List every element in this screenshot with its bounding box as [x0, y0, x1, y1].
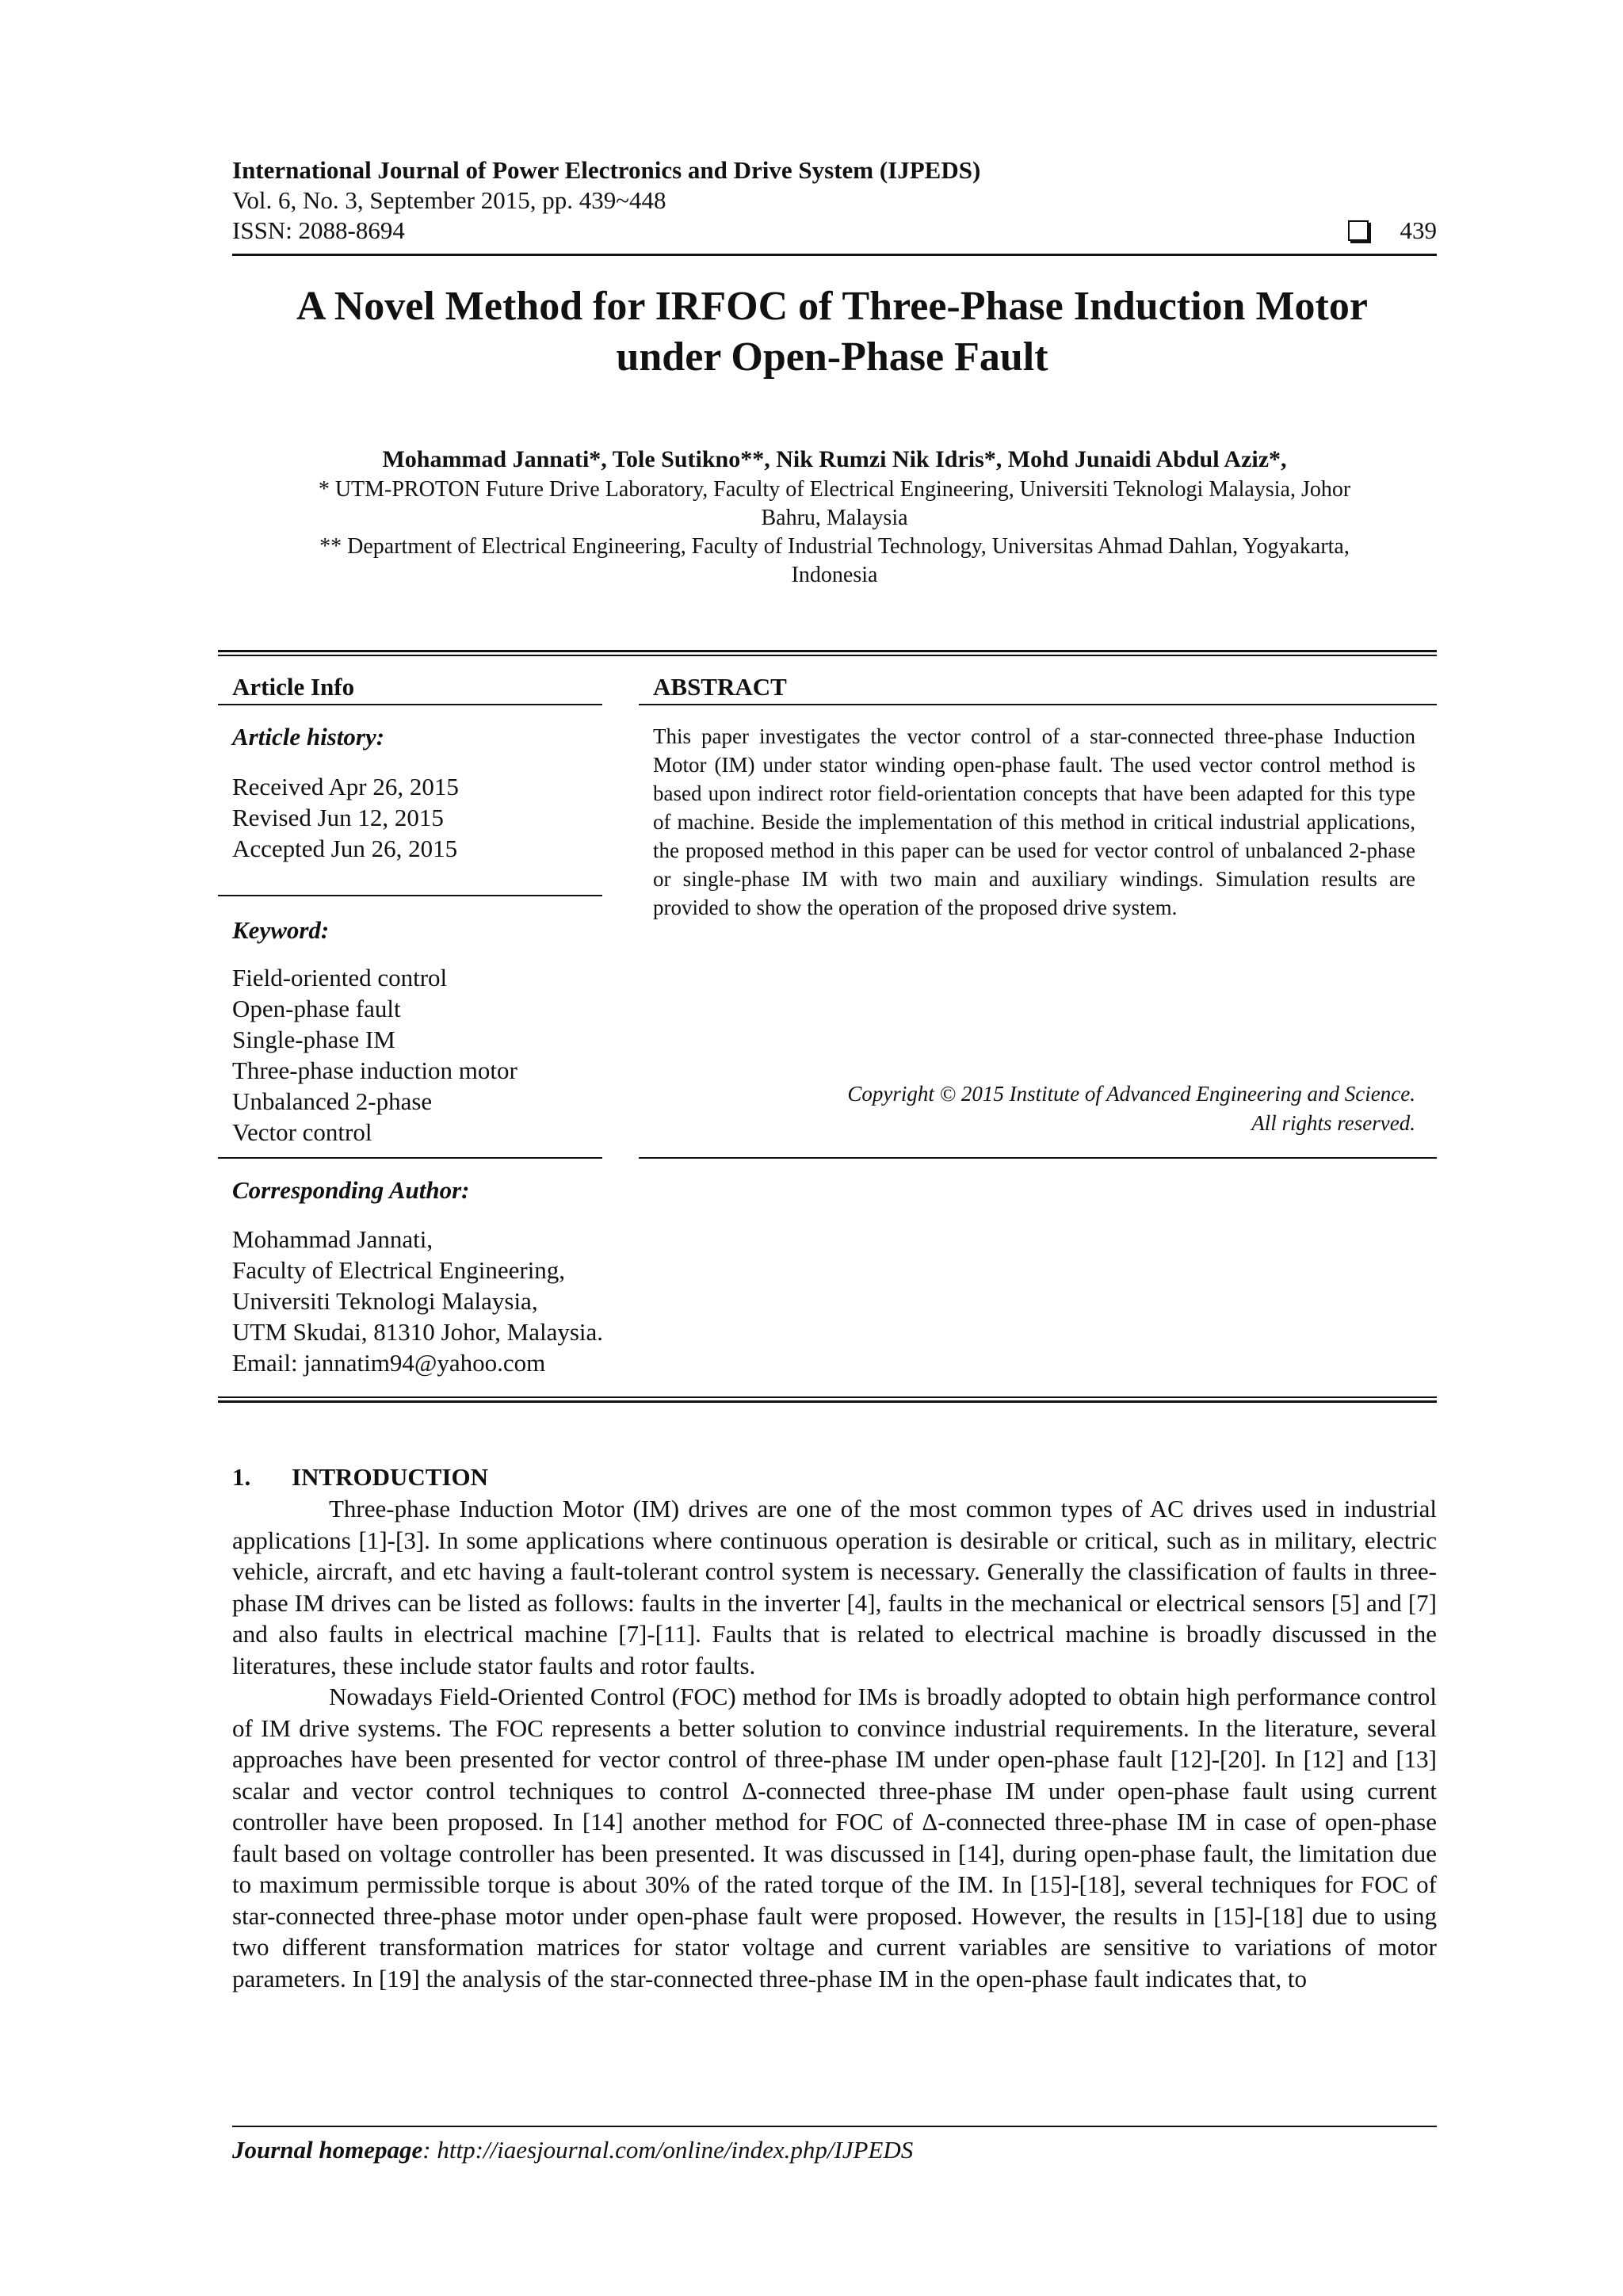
- keyword-item: Vector control: [232, 1118, 372, 1146]
- copyright-line-1: Copyright © 2015 Institute of Advanced Engineering and Science.: [847, 1082, 1415, 1106]
- intro-paragraph-1: Three-phase Induction Motor (IM) drives are one of the most common types of AC drives used in industrial applications [1]-[3]. In some applications where continuous operation is desirable or critical, such as in military, electric vehicle, aircraft, and etc having a fault-tolerant control system is necessary. Generally the classification of faults in three-phase IM drives can be listed as follows: faults in the inverter [4], faults in the mechanical or electrical sensors [5] and [7] and also faults in electrical machine [7]-[11]. Faults that is related to electrical machine is broadly discussed in the literatures, these include stator faults and rotor faults.: [232, 1495, 1437, 1679]
- keyword-item: Single-phase IM: [232, 1026, 395, 1053]
- affiliation-2-line-1: ** Department of Electrical Engineering, Faculty of Industrial Technology, Universitas Ahmad Dahlan, Yogyakarta,: [319, 534, 1350, 559]
- footer: [232, 2135, 913, 2165]
- square-bullet-icon: [1348, 220, 1369, 241]
- affiliation-1-line-2: Bahru, Malaysia: [761, 506, 908, 530]
- title-line-2: under Open-Phase Fault: [616, 334, 1048, 380]
- article-info-heading: Article Info: [232, 673, 355, 701]
- article-history-list: [232, 771, 459, 864]
- volume-info: Vol. 6, No. 3, September 2015, pp. 439~448: [232, 186, 666, 214]
- article-info-rule: [218, 704, 602, 705]
- history-accepted: Accepted Jun 26, 2015: [232, 835, 458, 862]
- corresponding-name: Mohammad Jannati,: [232, 1225, 433, 1253]
- history-revised: Revised Jun 12, 2015: [232, 804, 444, 831]
- corresponding-university: Universiti Teknologi Malaysia,: [232, 1287, 538, 1315]
- copyright-line-2: All rights reserved.: [1251, 1111, 1415, 1135]
- page-number-block: [1348, 216, 1438, 246]
- corresponding-author-details: [232, 1224, 603, 1378]
- info-box-bottom-rule-thin: [218, 1396, 1437, 1398]
- affiliation-2-line-2: Indonesia: [791, 563, 878, 587]
- header-rule: [232, 254, 1437, 256]
- article-history-heading: Article history:: [232, 723, 385, 751]
- footer-rule: [232, 2126, 1437, 2127]
- keyword-item: Field-oriented control: [232, 964, 448, 991]
- keyword-rule: [218, 1157, 602, 1159]
- affiliation-1: [232, 476, 1437, 533]
- corresponding-author-heading: Corresponding Author:: [232, 1176, 470, 1204]
- abstract-heading: ABSTRACT: [653, 673, 787, 701]
- paper-title: [198, 281, 1466, 383]
- introduction-body: [232, 1493, 1437, 1994]
- intro-paragraph-2: Nowadays Field-Oriented Control (FOC) method for IMs is broadly adopted to obtain high performance control of IM drive systems. The FOC represents a better solution to convince industrial requirements. In the literature, several approaches have been presented for vector control of three-phase IM under open-phase fault [12]-[20]. In [12] and [13] scalar and vector control techniques to control Δ-connected three-phase IM under open-phase fault using current controller have been proposed. In [14] another method for FOC of Δ-connected three-phase IM in case of open-phase fault based on voltage controller has been presented. It was discussed in [14], during open-phase fault, the limitation due to maximum permissible torque is about 30% of the rated torque of the IM. In [15]-[18], several techniques for FOC of star-connected three-phase motor under open-phase fault were proposed. However, the results in [15]-[18] due to using two different transformation matrices for stator voltage and current variables are sensitive to variations of motor parameters. In [19] the analysis of the star-connected three-phase IM in the open-phase fault indicates that, to: [232, 1683, 1437, 1992]
- info-box-top-rule-thin: [218, 655, 1437, 656]
- journal-homepage-link[interactable]: http://iaesjournal.com/online/index.php/IJPEDS: [437, 2136, 914, 2164]
- section-title: INTRODUCTION: [292, 1463, 489, 1491]
- keyword-item: Three-phase induction motor: [232, 1056, 517, 1084]
- footer-label: Journal homepage: [232, 2136, 423, 2164]
- author-list: Mohammad Jannati*, Tole Sutikno**, Nik Rumzi Nik Idris*, Mohd Junaidi Abdul Aziz*,: [382, 446, 1287, 472]
- page-number: 439: [1400, 216, 1437, 244]
- keyword-item: Open-phase fault: [232, 995, 401, 1022]
- abstract-bottom-rule: [639, 1157, 1437, 1159]
- affiliation-1-line-1: * UTM-PROTON Future Drive Laboratory, Faculty of Electrical Engineering, Universiti Teknologi Malaysia, Johor: [318, 477, 1351, 502]
- journal-name: International Journal of Power Electronics and Drive System (IJPEDS): [232, 156, 981, 184]
- keyword-item: Unbalanced 2-phase: [232, 1087, 433, 1115]
- corresponding-email: Email: jannatim94@yahoo.com: [232, 1349, 546, 1377]
- affiliation-2: [232, 533, 1437, 590]
- history-rule: [218, 895, 602, 896]
- introduction-heading: [232, 1462, 488, 1492]
- corresponding-address: UTM Skudai, 81310 Johor, Malaysia.: [232, 1318, 604, 1346]
- keyword-heading: Keyword:: [232, 916, 330, 944]
- corresponding-faculty: Faculty of Electrical Engineering,: [232, 1256, 566, 1284]
- footer-separator: :: [422, 2136, 437, 2164]
- title-line-1: A Novel Method for IRFOC of Three-Phase Induction Motor: [296, 284, 1368, 329]
- abstract-text: This paper investigates the vector control of a star-connected three-phase Induction Motor (IM) under stator winding open-phase fault. The used vector control method is based upon indirect rotor field-orientation concepts that have been adapted for this type of machine. Beside the implementation of this method in critical industrial applications, the proposed method in this paper can be used for vector control of unbalanced 2-phase or single-phase IM with two main and auxiliary windings. Simulation results are provided to show the operation of the proposed drive system.: [653, 724, 1415, 919]
- info-box-top-rule: [218, 650, 1437, 652]
- history-received: Received Apr 26, 2015: [232, 773, 459, 800]
- info-box-bottom-rule: [218, 1400, 1437, 1403]
- section-number: 1.: [232, 1463, 251, 1491]
- issn: ISSN: 2088-8694: [232, 216, 405, 244]
- keyword-list: [232, 962, 517, 1148]
- abstract-rule: [639, 704, 1437, 705]
- copyright-notice: [653, 1079, 1415, 1138]
